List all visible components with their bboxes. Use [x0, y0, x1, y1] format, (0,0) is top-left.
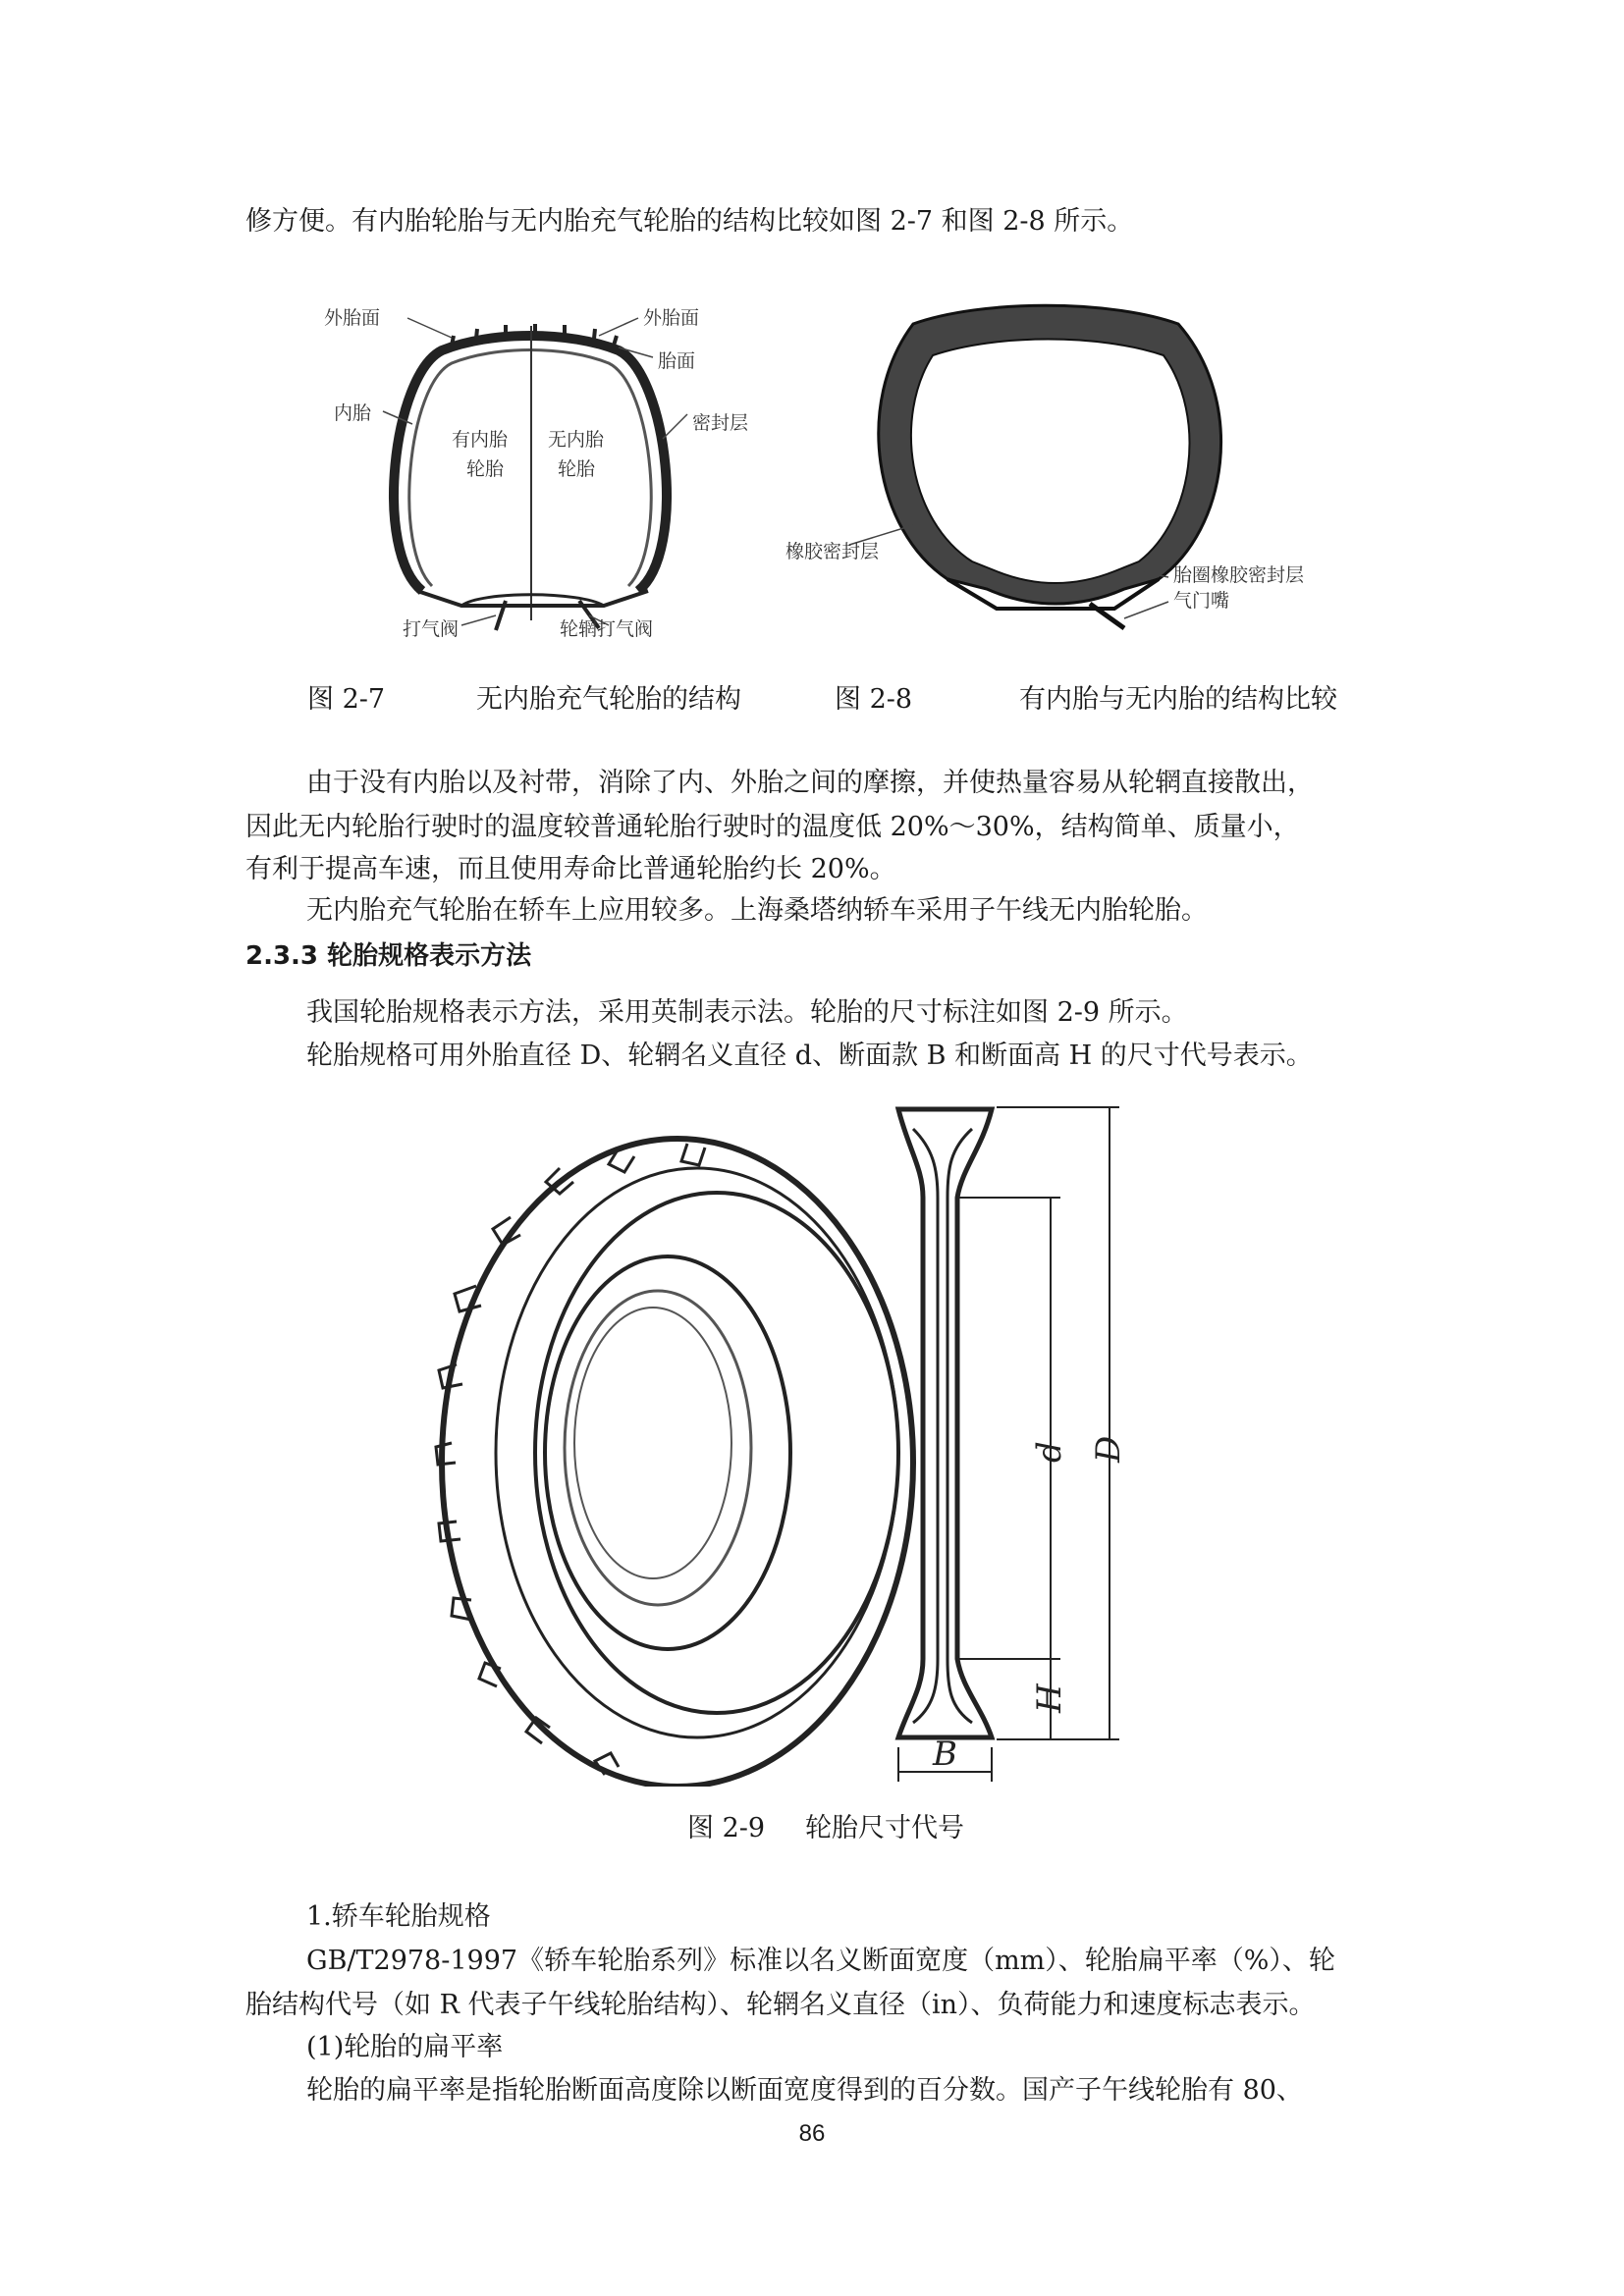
- dimension-D: D: [1089, 1435, 1128, 1463]
- caption-fig-2-9-text: 轮胎尺寸代号: [805, 1813, 964, 1843]
- label-bead-seal: 胎圈橡胶密封层: [1173, 564, 1305, 586]
- paragraph-line: 1.轿车轮胎规格: [306, 1901, 491, 1932]
- caption-fig-2-7-text: 无内胎充气轮胎的结构: [476, 684, 741, 715]
- label-valve-stem: 气门嘴: [1173, 590, 1230, 612]
- paragraph-line: 无内胎充气轮胎在轿车上应用较多。上海桑塔纳轿车采用子午线无内胎轮胎。: [306, 895, 1208, 926]
- paragraph-line: 我国轮胎规格表示方法，采用英制表示法。轮胎的尺寸标注如图 2-9 所示。: [306, 997, 1188, 1028]
- section-heading: 2.3.3 轮胎规格表示方法: [245, 941, 532, 971]
- dimension-H: H: [1030, 1683, 1069, 1713]
- caption-fig-2-9-number: 图 2-9: [687, 1813, 766, 1843]
- paragraph-line: 修方便。有内胎轮胎与无内胎充气轮胎的结构比较如图 2-7 和图 2-8 所示。: [245, 206, 1134, 237]
- figure-2-8: [785, 294, 1335, 648]
- label-inner-tube: 内胎: [334, 402, 372, 424]
- tire-perspective-drawing: [436, 1139, 913, 1787]
- label-outer-tread-left: 外胎面: [324, 307, 381, 329]
- paragraph-line: 因此无内轮胎行驶时的温度较普通轮胎行驶时的温度低 20%～30%，结构简单、质量小，: [245, 812, 1300, 842]
- paragraph-line: 由于没有内胎以及衬带，消除了内、外胎之间的摩擦，并使热量容易从轮辋直接散出，: [306, 768, 1314, 798]
- caption-fig-2-8-number: 图 2-8: [835, 684, 913, 715]
- figure-2-9: [412, 1090, 1218, 1787]
- figure-2-7: [314, 306, 766, 640]
- caption-fig-2-7-number: 图 2-7: [307, 684, 386, 715]
- caption-fig-2-8-text: 有内胎与无内胎的结构比较: [1019, 684, 1337, 715]
- label-tubeless-1: 无内胎: [548, 429, 605, 451]
- dimension-B: B: [933, 1735, 957, 1774]
- label-outer-tread-right: 外胎面: [643, 307, 700, 329]
- label-rubber-seal: 橡胶密封层: [785, 541, 880, 562]
- paragraph-line: 轮胎的扁平率是指轮胎断面高度除以断面宽度得到的百分数。国产子午线轮胎有 80、: [306, 2075, 1303, 2106]
- label-sealing-layer: 密封层: [692, 412, 749, 434]
- label-rim-valve: 轮辋打气阀: [560, 618, 654, 640]
- paragraph-line: 轮胎规格可用外胎直径 D、轮辋名义直径 d、断面款 B 和断面高 H 的尺寸代号表示。: [306, 1041, 1313, 1071]
- paragraph-line: GB/T2978-1997《轿车轮胎系列》标准以名义断面宽度（mm）、轮胎扁平率（%）、轮: [306, 1946, 1335, 1976]
- paragraph-line: 胎结构代号（如 R 代表子午线轮胎结构）、轮辋名义直径（in）、负荷能力和速度标志表示。: [245, 1990, 1316, 2020]
- label-tubeless-2: 轮胎: [558, 458, 596, 480]
- label-valve: 打气阀: [403, 618, 460, 640]
- label-with-tube-2: 轮胎: [466, 458, 505, 480]
- dimension-d: d: [1030, 1441, 1069, 1463]
- label-with-tube-1: 有内胎: [452, 429, 509, 451]
- paragraph-line: 有利于提高车速，而且使用寿命比普通轮胎约长 20%。: [245, 854, 896, 884]
- label-tread: 胎面: [658, 350, 696, 372]
- page-number: 86: [798, 2120, 826, 2147]
- paragraph-line: (1)轮胎的扁平率: [306, 2032, 504, 2062]
